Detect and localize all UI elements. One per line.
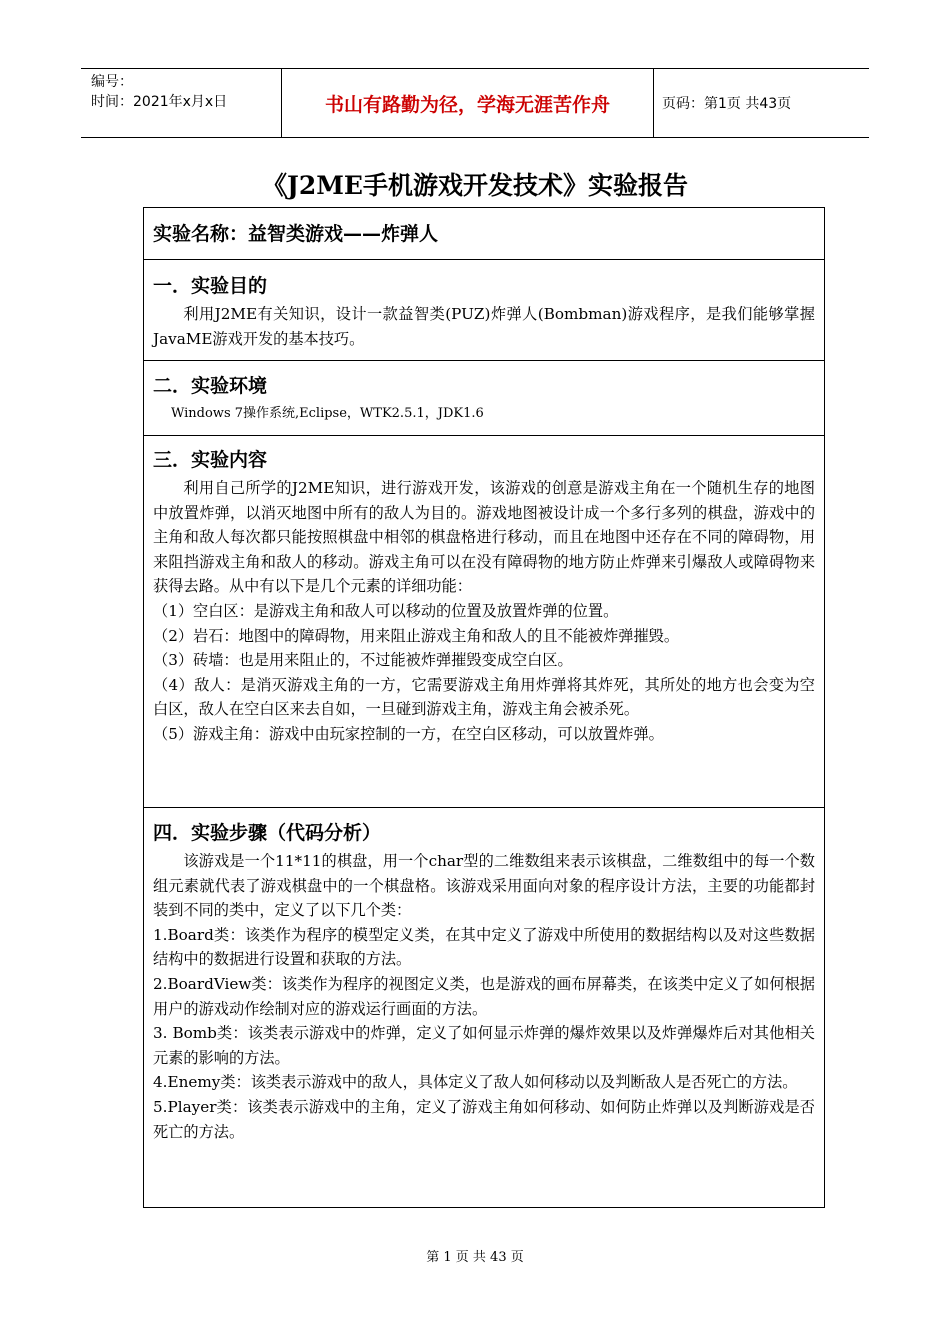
environment-heading: 二．实验环境 bbox=[153, 375, 268, 397]
content-section bbox=[144, 436, 824, 808]
steps-item: 1.Board类：该类作为程序的模型定义类，在其中定义了游戏中所使用的数据结构以及对这些数据结构中的数据进行设置和获取的方法。 bbox=[153, 925, 815, 969]
steps-item: 5.Player类：该类表示游戏中的主角，定义了游戏主角如何移动、如何防止炸弹以及判断游戏是否死亡的方法。 bbox=[153, 1097, 815, 1141]
steps-heading: 四．实验步骤（代码分析） bbox=[153, 822, 382, 844]
steps-body bbox=[144, 845, 824, 1144]
environment-section bbox=[144, 361, 824, 436]
header-table bbox=[81, 68, 869, 138]
report-table bbox=[143, 207, 825, 1208]
experiment-name: 实验名称：益智类游戏——炸弹人 bbox=[153, 223, 439, 245]
content-item: （3）砖墙：也是用来阻止的，不过能被炸弹摧毁变成空白区。 bbox=[153, 651, 573, 670]
time-label: 时间：2021年x月x日 bbox=[91, 94, 228, 110]
content-body bbox=[144, 472, 824, 747]
header-page-info: 页码：第1页 共43页 bbox=[662, 96, 792, 112]
content-item: （5）游戏主角：游戏中由玩家控制的一方，在空白区移动，可以放置炸弹。 bbox=[153, 724, 664, 743]
content-item: （2）岩石：地图中的障碍物，用来阻止游戏主角和敌人的且不能被炸弹摧毁。 bbox=[153, 626, 680, 645]
steps-item: 3. Bomb类：该类表示游戏中的炸弹，定义了如何显示炸弹的爆炸效果以及炸弹爆炸后对其他相关元素的影响的方法。 bbox=[153, 1024, 815, 1067]
purpose-text: 利用J2ME有关知识，设计一款益智类(PUZ)炸弹人(Bombman)游戏程序，是我们能够掌握JavaME游戏开发的基本技巧。 bbox=[153, 305, 815, 348]
experiment-name-row bbox=[144, 208, 824, 260]
document-title: 《J2ME手机游戏开发技术》实验报告 bbox=[262, 171, 688, 200]
steps-intro: 该游戏是一个11*11的棋盘，用一个char型的二维数组来表示该棋盘，二维数组中的每一个数组元素就代表了游戏棋盘中的一个棋盘格。该游戏采用面向对象的程序设计方法，主要的功能都封装到不同的类中，定义了以下几个类： bbox=[153, 852, 815, 920]
content-intro: 利用自己所学的J2ME知识，进行游戏开发，该游戏的创意是游戏主角在一个随机生存的地图中放置炸弹，以消灭地图中所有的敌人为目的。游戏地图被设计成一个多行多列的棋盘，游戏中的主角和敌人每次都只能按照棋盘中相邻的棋盘格进行移动，而且在地图中还存在不同的障碍物，用来阻挡游戏主角和敌人的移动。游戏主角可以在没有障碍物的地方防止炸弹来引爆敌人或障碍物来获得去路。从中有以下是几个元素的详细功能： bbox=[153, 479, 815, 596]
purpose-section bbox=[144, 260, 824, 361]
page-footer: 第 1 页 共 43 页 bbox=[426, 1250, 524, 1265]
header-meta bbox=[81, 69, 282, 137]
number-label: 编号： bbox=[91, 74, 133, 90]
header-motto: 书山有路勤为径，学海无涯苦作舟 bbox=[282, 69, 654, 137]
steps-section bbox=[144, 808, 824, 1207]
content-heading: 三．实验内容 bbox=[153, 449, 268, 471]
content-item: （1）空白区：是游戏主角和敌人可以移动的位置及放置炸弹的位置。 bbox=[153, 601, 619, 620]
steps-item: 4.Enemy类：该类表示游戏中的敌人，具体定义了敌人如何移动以及判断敌人是否死亡的方法。 bbox=[153, 1073, 798, 1092]
environment-text: Windows 7操作系统,Eclipse，WTK2.5.1，JDK1.6 bbox=[171, 406, 484, 421]
content-item: （4）敌人：是消灭游戏主角的一方，它需要游戏主角用炸弹将其炸死，其所处的地方也会变为空白区，敌人在空白区来去自如，一旦碰到游戏主角，游戏主角会被杀死。 bbox=[153, 675, 815, 719]
steps-item: 2.BoardView类：该类作为程序的视图定义类，也是游戏的画布屏幕类，在该类中定义了如何根据用户的游戏动作绘制对应的游戏运行画面的方法。 bbox=[153, 974, 815, 1018]
purpose-heading: 一．实验目的 bbox=[153, 275, 268, 297]
